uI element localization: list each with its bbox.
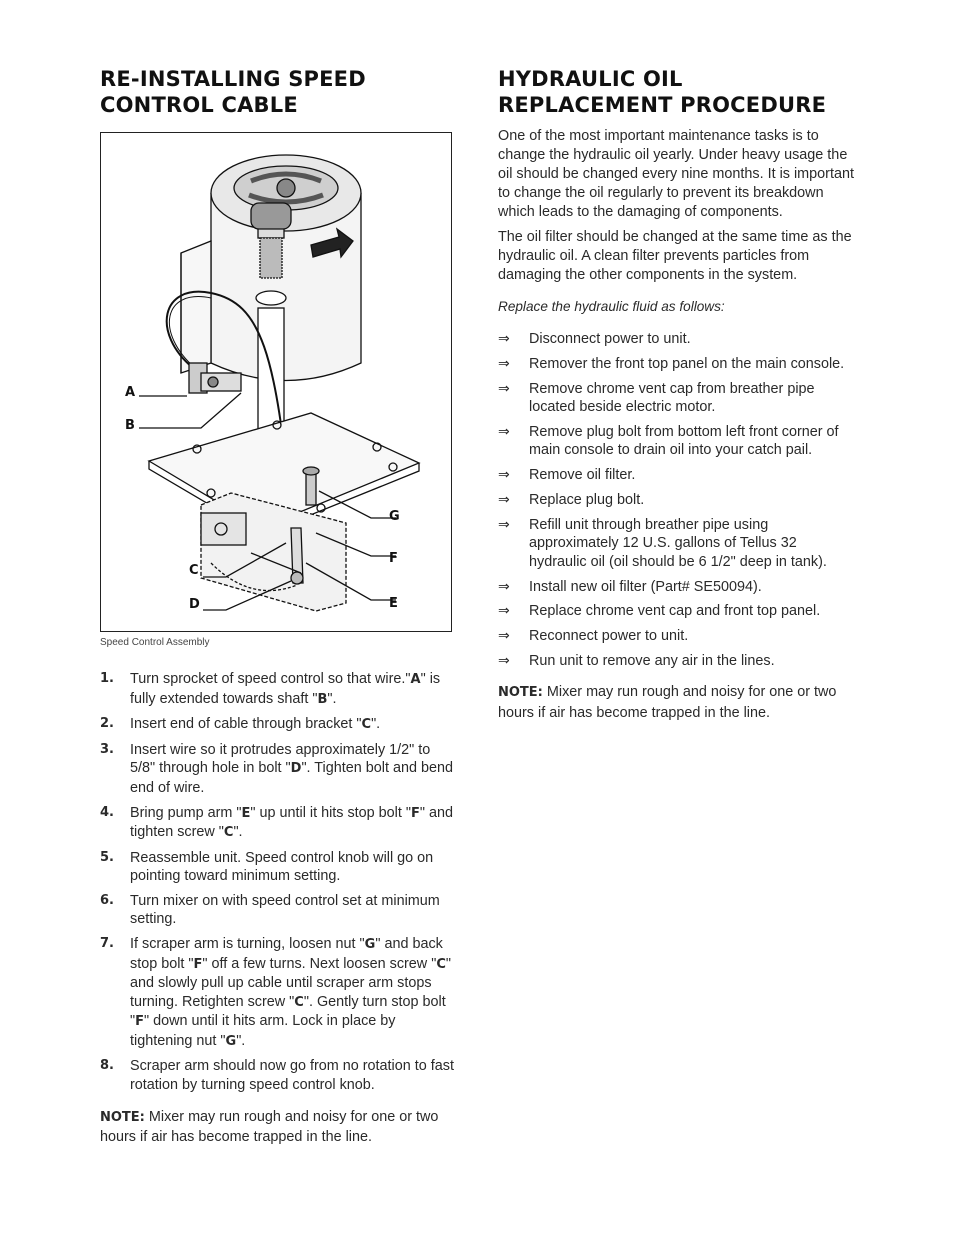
step-text-part: ". (371, 716, 381, 733)
step-text-part: " off a few turns. Next loosen screw " (202, 955, 437, 972)
procedure-item (498, 578, 858, 597)
procedure-item-text: Install new oil filter (Part# SE50094). (529, 578, 762, 595)
right-note-text: Mixer may run rough and noisy for one or two hours if air has become trapped in the line. (498, 684, 837, 722)
right-title-line2: REPLACEMENT PROCEDURE (498, 93, 827, 117)
double-arrow-icon: ⇒ (498, 423, 510, 440)
part-letter: G (364, 937, 376, 953)
procedure-item-text: Remove plug bolt from bottom left front corner of main console to drain oil into your catch pail. (529, 423, 839, 459)
step-text-part: ". Gently turn stop bolt " (130, 993, 446, 1030)
step-text (130, 804, 456, 843)
right-column (498, 66, 858, 724)
left-title-line1: RE-INSTALLING SPEED (100, 67, 366, 91)
figure-label-f: F (389, 551, 398, 566)
figure-caption: Speed Control Assembly (100, 637, 210, 648)
figure-label-g: G (389, 509, 400, 524)
cable-steps-list (100, 670, 456, 1094)
step-number: 4. (100, 804, 114, 820)
step-text-part: Turn sprocket of speed control so that wire." (130, 671, 411, 687)
right-title-line1: HYDRAULIC OIL (498, 67, 683, 91)
step-text-part: " and slowly pull up cable until scraper arm stops turning. Retighten screw " (130, 955, 451, 1010)
step-text-part: ". (236, 1032, 246, 1049)
step-text (130, 849, 456, 886)
part-letter: C (361, 717, 372, 733)
step-number: 6. (100, 892, 114, 908)
procedure-item-text: Run unit to remove any air in the lines. (529, 652, 775, 669)
part-letter: C (436, 956, 446, 972)
step-text-part: " up until it hits stop bolt " (250, 804, 411, 821)
figure-label-b: B (125, 418, 135, 433)
step-number: 7. (100, 936, 114, 952)
step-number: 8. (100, 1058, 114, 1074)
double-arrow-icon: ⇒ (498, 331, 510, 347)
step-text (130, 715, 456, 735)
cable-step (100, 670, 456, 709)
step-text-part: " is fully extended towards shaft " (130, 671, 441, 707)
procedure-item (498, 491, 858, 510)
double-arrow-icon: ⇒ (498, 628, 510, 645)
step-text (130, 670, 456, 709)
double-arrow-icon: ⇒ (498, 491, 510, 508)
step-text-part: Reassemble unit. Speed control knob will go on pointing toward minimum setting. (130, 849, 434, 885)
part-letter: C (294, 994, 304, 1010)
part-letter: G (225, 1033, 237, 1049)
procedure-item-text: Reconnect power to unit. (529, 628, 689, 645)
left-note (100, 1108, 456, 1146)
right-section-title (498, 66, 858, 118)
left-title-line2: CONTROL CABLE (100, 93, 298, 117)
figure-label-a: A (125, 385, 136, 400)
procedure-item-text: Refill unit through breather pipe using approximately 12 U.S. gallons of Tellus 32 hydraulic oil (oil should be 6 1/2" deep in tank). (529, 516, 827, 570)
part-letter: F (410, 805, 420, 821)
part-letter: E (241, 805, 251, 821)
cable-step (100, 892, 456, 929)
double-arrow-icon: ⇒ (498, 652, 510, 669)
procedure-item-text: Remover the front top panel on the main console. (529, 355, 845, 372)
procedure-item (498, 652, 858, 671)
left-section-title (100, 66, 456, 118)
step-text (130, 935, 456, 1051)
right-note-label: NOTE: (498, 685, 543, 701)
procedure-item (498, 516, 858, 572)
procedure-item-text: Remove chrome vent cap from breather pipe located beside electric motor. (529, 380, 815, 416)
step-text-part: Insert end of cable through bracket " (130, 716, 362, 733)
double-arrow-icon: ⇒ (498, 516, 510, 533)
part-letter: D (290, 761, 302, 777)
procedure-item-text: Replace plug bolt. (529, 491, 645, 508)
step-text-part: " down until it hits arm. Lock in place by tightening nut " (130, 1013, 396, 1049)
left-note-label: NOTE: (100, 1110, 145, 1126)
cable-step (100, 741, 456, 798)
figure-label-c: C (189, 563, 199, 578)
intro-paragraph: One of the most important maintenance tasks is to change the hydraulic oil yearly. Under heavy usage the oil should be changed every nine months. It is important to change the oil regularly to prevent its breakdown which leads to the damaging of components. (498, 128, 854, 220)
procedure-item (498, 602, 858, 621)
procedure-item-text: Remove oil filter. (529, 467, 636, 484)
double-arrow-icon: ⇒ (498, 355, 510, 372)
procedure-item (498, 423, 858, 460)
cable-step (100, 804, 456, 843)
cable-step (100, 715, 456, 735)
double-arrow-icon: ⇒ (498, 467, 510, 484)
cable-step (100, 849, 456, 886)
step-text-part: Turn mixer on with speed control set at minimum setting. (130, 892, 440, 928)
double-arrow-icon: ⇒ (498, 380, 510, 397)
left-note-text: Mixer may run rough and noisy for one or two hours if air has become trapped in the line. (100, 1109, 439, 1145)
procedure-intro: Replace the hydraulic fluid as follows: (498, 299, 725, 314)
speed-control-figure (100, 132, 452, 632)
step-number: 3. (100, 741, 114, 757)
part-letter: F (193, 956, 203, 972)
part-letter: A (410, 672, 421, 687)
step-text-part: " and tighten screw " (130, 804, 453, 841)
step-text-part: " and back stop bolt " (130, 936, 443, 972)
step-number: 5. (100, 849, 114, 865)
left-column (100, 66, 456, 1146)
cable-step (100, 1057, 456, 1094)
step-text-part: ". (233, 824, 243, 841)
step-text-part: ". (327, 690, 337, 707)
figure-label-d: D (189, 597, 200, 612)
procedure-item-text: Replace chrome vent cap and front top panel. (529, 603, 821, 620)
procedure-item (498, 627, 858, 646)
cable-step (100, 935, 456, 1051)
part-letter: C (223, 825, 234, 841)
step-text (130, 1057, 456, 1094)
step-text-part: Bring pump arm " (130, 804, 242, 821)
procedure-item (498, 330, 858, 349)
step-number: 1. (100, 671, 114, 686)
step-text-part: Insert wire so it protrudes approximately 1/2" to 5/8" through hole in bolt " (130, 741, 431, 777)
step-text-part: If scraper arm is turning, loosen nut " (130, 936, 365, 953)
speed-control-drawing (101, 133, 453, 633)
part-letter: B (317, 691, 328, 707)
procedure-item-text: Disconnect power to unit. (529, 331, 691, 347)
procedure-item (498, 380, 858, 417)
step-number: 2. (100, 716, 114, 732)
step-text (130, 892, 456, 929)
procedure-list (498, 330, 858, 670)
double-arrow-icon: ⇒ (498, 603, 510, 620)
procedure-item (498, 466, 858, 485)
step-text-part: Scraper arm should now go from no rotation to fast rotation by turning speed control knob. (130, 1058, 454, 1093)
double-arrow-icon: ⇒ (498, 578, 510, 595)
part-letter: F (135, 1014, 144, 1030)
filter-paragraph: The oil filter should be changed at the same time as the hydraulic oil. A clean filter prevents particles from damaging the other components in the system. (498, 229, 852, 283)
right-note (498, 682, 858, 724)
procedure-item (498, 355, 858, 374)
figure-label-e: E (389, 596, 398, 611)
step-text-part: ". Tighten bolt and bend end of wire. (130, 760, 453, 796)
step-text (130, 741, 456, 798)
